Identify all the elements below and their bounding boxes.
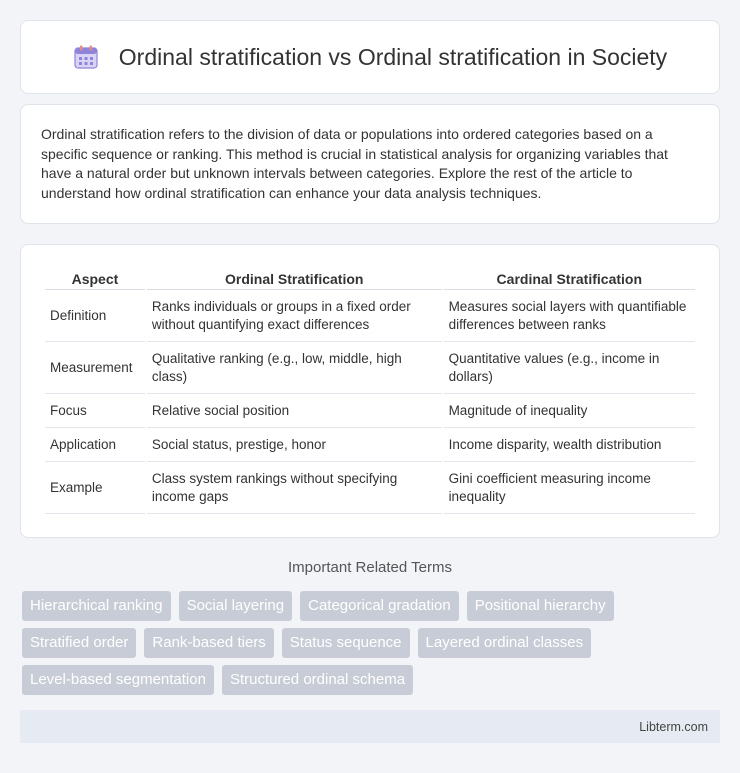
row-cardinal: Quantitative values (e.g., income in dollars)	[444, 342, 695, 394]
tag-social-layering[interactable]: Social layering	[179, 591, 293, 621]
title-card	[20, 20, 720, 94]
row-cardinal: Income disparity, wealth distribution	[444, 428, 695, 462]
tag-categorical-gradation[interactable]: Categorical gradation	[300, 591, 459, 621]
row-ordinal: Social status, prestige, honor	[147, 428, 442, 462]
row-aspect: Application	[45, 428, 145, 462]
intro-card	[20, 104, 720, 224]
footer	[20, 710, 720, 743]
related-terms-tags	[22, 591, 722, 695]
tag-stratified-order[interactable]: Stratified order	[22, 628, 136, 658]
table-row	[45, 342, 695, 394]
row-aspect: Example	[45, 462, 145, 514]
row-ordinal: Qualitative ranking (e.g., low, middle, high class)	[147, 342, 442, 394]
tag-level-based-segmentation[interactable]: Level-based segmentation	[22, 665, 214, 695]
row-cardinal: Magnitude of inequality	[444, 394, 695, 428]
header-aspect: Aspect	[45, 265, 145, 290]
calendar-icon	[73, 44, 99, 70]
table-row	[45, 462, 695, 514]
title-wrap	[73, 44, 667, 71]
intro-text: Ordinal stratification refers to the division of data or populations into ordered categories based on a specific sequence or ranking. This method is crucial in statistical analysis for organizing variables that have a natural order but unknown intervals between categories. Explore the rest of the article to understand how ordinal stratification can enhance your data analysis techniques.	[41, 126, 668, 201]
row-aspect: Definition	[45, 290, 145, 342]
row-ordinal: Ranks individuals or groups in a fixed order without quantifying exact differences	[147, 290, 442, 342]
table-row	[45, 290, 695, 342]
tag-status-sequence[interactable]: Status sequence	[282, 628, 410, 658]
comparison-table	[43, 265, 697, 514]
table-row	[45, 394, 695, 428]
row-aspect: Focus	[45, 394, 145, 428]
tag-rank-based-tiers[interactable]: Rank-based tiers	[144, 628, 273, 658]
tag-structured-ordinal-schema[interactable]: Structured ordinal schema	[222, 665, 413, 695]
footer-brand[interactable]: Libterm.com	[639, 719, 708, 734]
table-header-row	[45, 265, 695, 290]
table-row	[45, 428, 695, 462]
row-aspect: Measurement	[45, 342, 145, 394]
row-cardinal: Gini coefficient measuring income inequality	[444, 462, 695, 514]
related-terms-title: Important Related Terms	[288, 559, 452, 576]
row-ordinal: Class system rankings without specifying income gaps	[147, 462, 442, 514]
comparison-table-card	[20, 244, 720, 538]
header-cardinal: Cardinal Stratification	[444, 265, 695, 290]
row-ordinal: Relative social position	[147, 394, 442, 428]
header-ordinal: Ordinal Stratification	[147, 265, 442, 290]
page-title: Ordinal stratification vs Ordinal stratification in Society	[118, 43, 668, 70]
tag-positional-hierarchy[interactable]: Positional hierarchy	[467, 591, 614, 621]
tag-layered-ordinal-classes[interactable]: Layered ordinal classes	[418, 628, 592, 658]
tag-hierarchical-ranking[interactable]: Hierarchical ranking	[22, 591, 171, 621]
row-cardinal: Measures social layers with quantifiable differences between ranks	[444, 290, 695, 342]
